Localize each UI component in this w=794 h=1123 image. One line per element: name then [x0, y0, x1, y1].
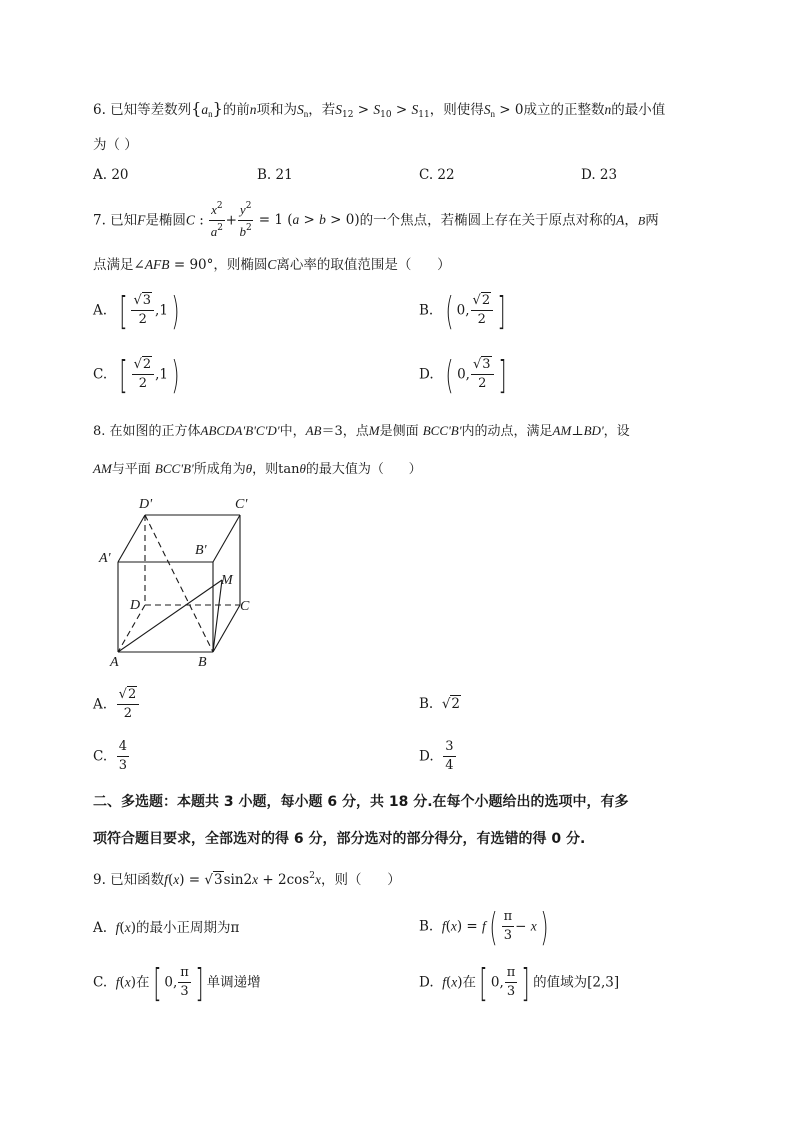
diagonal-bd1-hidden: [145, 515, 213, 652]
q8-option-b[interactable]: B. √2: [419, 696, 461, 712]
label-d1: D': [139, 497, 153, 512]
edge-d1a1: [118, 515, 145, 562]
q9-option-c[interactable]: C. f(x)在[ 0, $\frac{\pi}{3}$ ] 单调递增: [93, 961, 261, 1005]
q6-option-a[interactable]: A. 20: [93, 167, 129, 183]
section2-header-line1: 二、多选题：本题共 3 小题，每小题 6 分，共 18 分.在每个小题给出的选项中，有多: [93, 794, 629, 810]
edge-bc: [213, 605, 240, 652]
q8-stem-line1: 8. 在如图的正方体ABCDA'B'C'D'中，AB＝3，点M是侧面 BCC'B'内的动点，满足AM⊥BD'，设: [93, 423, 630, 439]
segment-am: [118, 580, 222, 652]
segment-bm: [213, 580, 222, 652]
cube-figure: [95, 490, 265, 675]
q6-option-d[interactable]: D. 23: [581, 167, 618, 183]
edge-c1b1: [213, 515, 240, 562]
q9-option-b[interactable]: B. f(x) = f( $\frac{\pi}{3}$ − x): [419, 905, 549, 949]
q7-option-b[interactable]: B. ( 0, $\frac{√2}{2}$ ]: [419, 289, 506, 333]
q8-stem-line2: AM与平面 BCC'B'所成角为θ，则tanθ的最大值为（ ）: [93, 461, 422, 477]
q7-option-d[interactable]: D. ( 0, $\frac{√3}{2}$ ]: [419, 353, 507, 397]
label-c: C: [240, 599, 250, 614]
label-m: M: [221, 573, 233, 588]
q7-option-a[interactable]: A. [ $\frac{√3}{2}$ ,1): [93, 289, 180, 333]
q9-stem: 9. 已知函数$f(x) = √3\sin 2x + 2\cos^2x$，则（ ）: [93, 871, 401, 888]
label-a1: A': [99, 551, 111, 566]
label-a: A: [110, 655, 119, 670]
label-c1: C': [235, 497, 248, 512]
q6-stem-line2: 为（ ）: [93, 137, 138, 153]
q6-stem-line1: 6. 已知等差数列$\{a_n\}$的前n项和为$S_n$，若$S_{12} > S_{10} > S_{11}$，则使得$S_n > 0$成立的正整数n的最小值: [93, 99, 666, 120]
q9-option-d[interactable]: D. f(x)在[ 0, $\frac{\pi}{3}$ ] 的值域为[2,3]: [419, 961, 620, 1005]
q9-option-a[interactable]: A. f(x)的最小正周期为π: [93, 920, 240, 936]
label-b1: B': [195, 543, 207, 558]
label-b: B: [198, 655, 207, 670]
section2-header-line2: 项符合题目要求，全部选对的得 6 分，部分选对的部分得分，有选错的得 0 分.: [93, 831, 586, 847]
q7-option-c[interactable]: C. [ $\frac{√2}{2}$ ,1): [93, 353, 180, 397]
q8-option-c[interactable]: C. $\frac{4}{3}$: [93, 739, 128, 773]
label-d: D: [130, 598, 141, 613]
q7-stem-line1: 7. 已知F是椭圆C : $\frac{x^2}{a^2}$ + $\frac{y^2}{b^2}$ = 1 (a > b > 0)的一个焦点，若椭圆上存在关于原点对称的A，B两: [93, 201, 659, 239]
q8-option-d[interactable]: D. $\frac{3}{4}$: [419, 739, 454, 773]
q8-option-a[interactable]: A. $\frac{√2}{2}$: [93, 688, 140, 722]
q7-stem-line2: 点满足∠AFB = 90°，则椭圆C离心率的取值范围是（ ）: [93, 257, 451, 273]
q6-option-c[interactable]: C. 22: [419, 167, 455, 183]
q6-option-b[interactable]: B. 21: [257, 167, 293, 183]
